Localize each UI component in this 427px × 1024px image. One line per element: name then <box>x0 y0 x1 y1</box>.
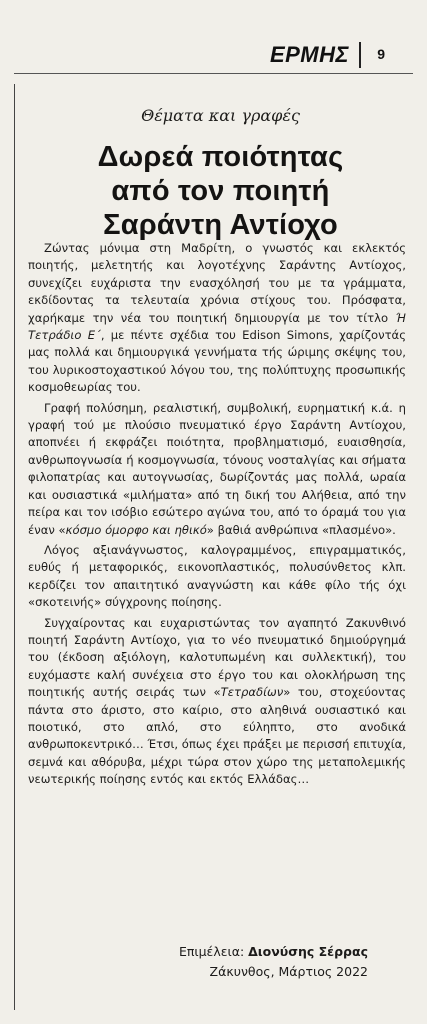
place-date: Ζάκυνθος, Μάρτιος 2022 <box>209 964 368 979</box>
article-body <box>28 240 406 792</box>
editor-name: Διονύσης Σέρρας <box>248 944 368 959</box>
masthead <box>14 40 413 70</box>
section-label: Θέματα και γραφές <box>141 106 300 125</box>
masthead-separator <box>359 42 361 68</box>
masthead-title: ΕΡΜΗΣ <box>269 42 349 67</box>
paragraph-4-italic: Τετραδίων <box>220 685 284 700</box>
headline-line-1: Δωρεά ποιότητας <box>97 141 344 173</box>
article-headline <box>14 140 427 242</box>
masthead-rule <box>14 73 413 74</box>
editor-credit <box>28 942 368 962</box>
paragraph-1-book-title: Ή Τετράδιο Ε΄ <box>28 310 406 343</box>
headline-line-2: από τον ποιητή <box>111 175 330 207</box>
signoff <box>28 942 368 982</box>
editor-label: Επιμέλεια: <box>178 944 249 959</box>
paragraph-4-text-b: » του, στοχεύοντας πάντα στο άριστο, στο καίριο, στο αληθινά ουσιαστικό και ποιοτικό, στο απλό, στο εύληπτο, στο ανοδικά ανθρωποκεντρικό… Έτσι, όπως έχει πράξει με περισσή επιτυχία, σεμνά και αθόρυβα, μέχρι τώρα στον χώρο της μεταπολεμικής νεωτερικής ποίησης εντός και εκτός Ελλάδας… <box>28 685 406 787</box>
paragraph-3: Λόγος αξιανάγνωστος, καλογραμμένος, επιγραμματικός, ευθύς ή μεταφορικός, εικονοπλαστικός, πολυσύνθετος κλπ. κερδίζει τον απαιτητικό αναγνώστη και κάθε φίλο τής όχι «σκοτεινής» σύγχρονης ποίησης. <box>28 542 406 610</box>
paragraph-1 <box>28 240 406 397</box>
headline-line-3: Σαράντη Αντίοχο <box>103 209 338 241</box>
paragraph-2-italic: κόσμο όμορφο και ηθικό <box>65 522 207 537</box>
paragraph-2-text-b: » βαθιά ανθρώπινα «πλασμένο». <box>206 522 396 537</box>
paragraph-4-text-a: Συγχαίροντας και ευχαριστώντας τον αγαπητό Ζακυνθινό ποιητή Σαράντη Αντίοχο, για το νέο πνευματικό δημιούργημά του (έκδοση αξιόλογη, καλοτυπωμένη και συλλεκτική), του ευχόμαστε καλή συνέχεια στο έργο του και ολοκλήρωση της ποιητικής αυτής σειράς των « <box>28 615 406 700</box>
paragraph-1-text-b: , με πέντε σχέδια του Edison Simons, χαρίζοντάς μας πολλά και δημιουργικά γεννήματα τής ώριμης σκέψης του, του λυρικοστοχαστικού λόγου του, της πολύπτυχης προσωπικής κοσμοθεωρίας του. <box>28 328 407 395</box>
paragraph-1-text-a: Ζώντας μόνιμα στη Μαδρίτη, ο γνωστός και εκλεκτός ποιητής, μελετητής και λογοτέχνης Σαράντης Αντίοχος, συνεχίζει ευχάριστα την ενασχόλησή του με τα γράμματα, εκδίδοντας τα τελευταία χρόνια στίχους του. Πρόσφατα, χαρήκαμε την νέα του ποιητική δημιουργία με τον τίτλο <box>28 241 406 325</box>
paragraph-2 <box>28 400 406 539</box>
page-number: 9 <box>377 46 385 62</box>
paragraph-2-text-a: Γραφή πολύσημη, ρεαλιστική, συμβολική, ευρηματική κ.ά. η γραφή τού με πλούσιο πνευματικό έργο Σαράντη Αντίοχου, αποπνέει ή εκφράζει ποιότητα, προβληματισμό, ευαισθησία, ανθρωπογνωσία ή κοσμογνωσία, τόνους νοσταλγίας και σήματα φιλοπατρίας και αυτογνωσίας, δωρίζοντάς μας πολλά, ωραία και ουσιαστικά «μιλήματα» από τη δική του Αλήθεια, από την πείρα και τον ισόβιο εσώτερο αγώνα του, από το όραμά του για έναν « <box>28 400 406 537</box>
paragraph-4 <box>28 615 406 789</box>
